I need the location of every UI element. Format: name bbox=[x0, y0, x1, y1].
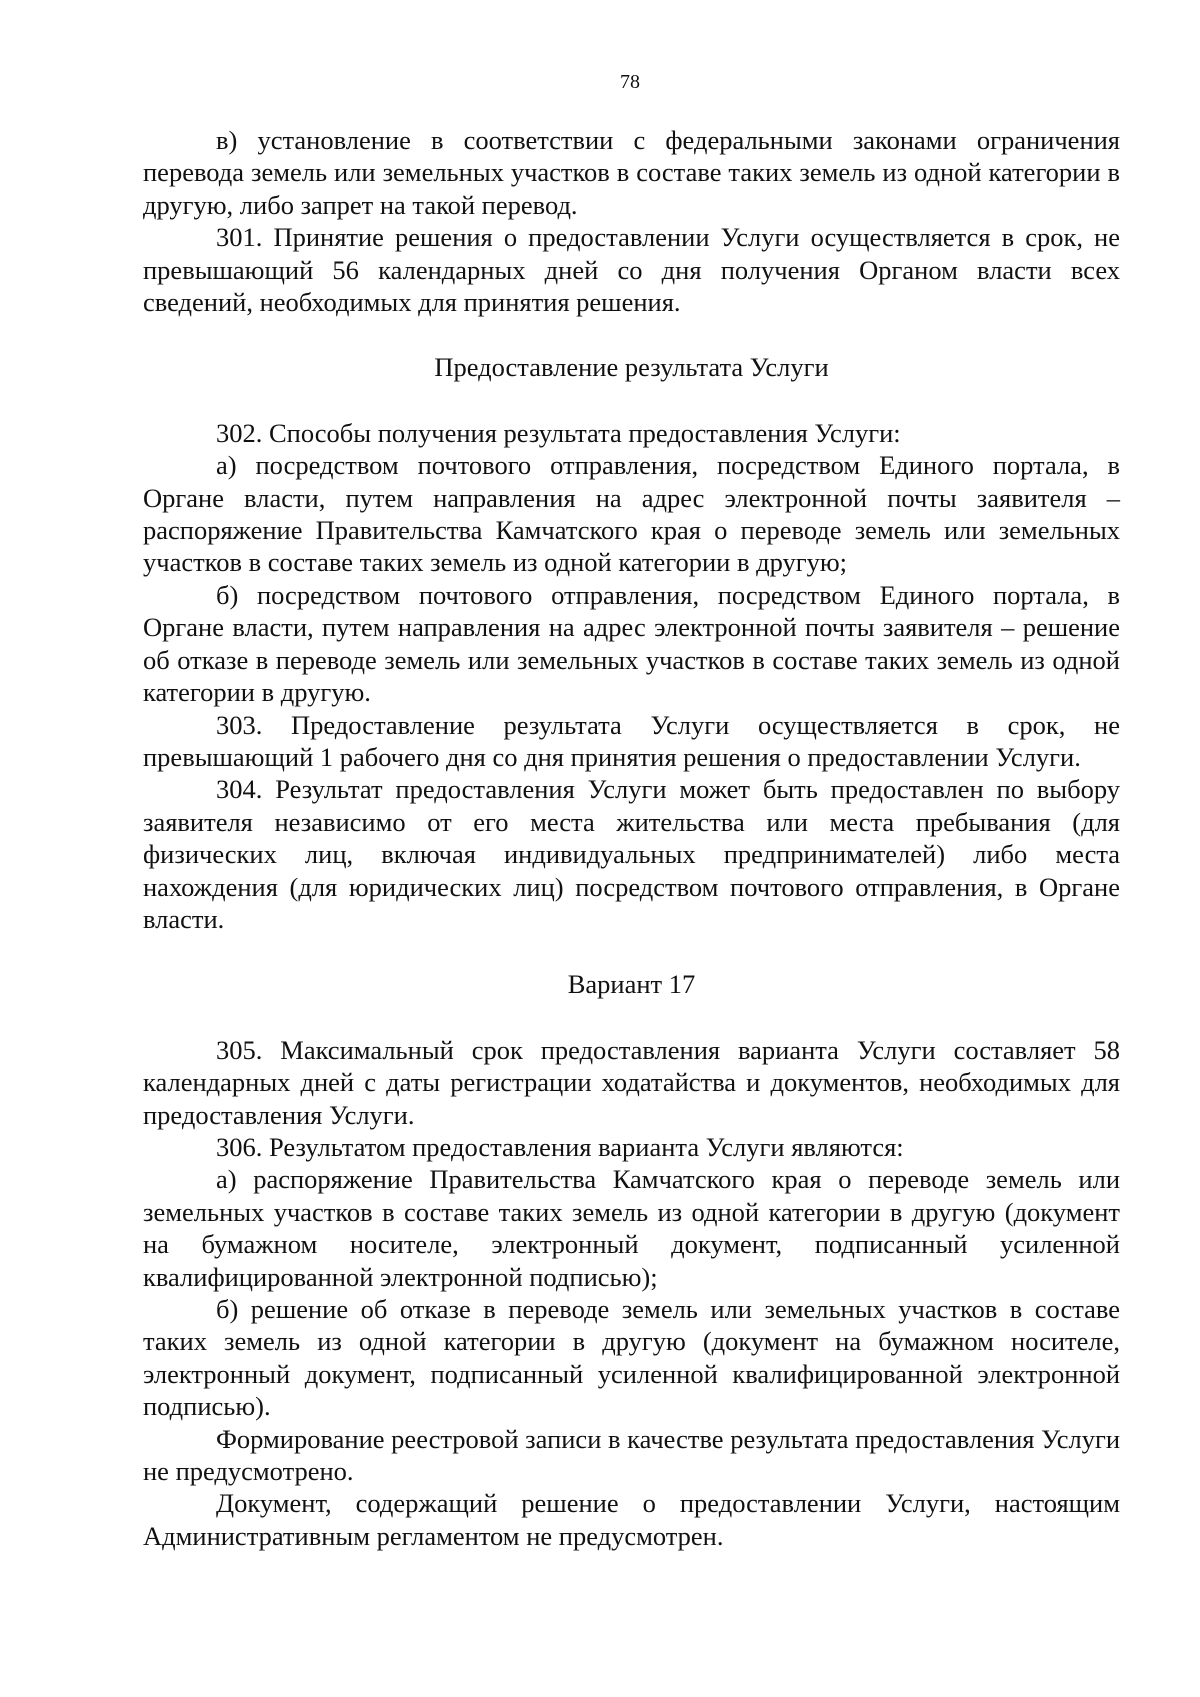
paragraph-registry-record: Формирование реестровой записи в качестве результата предоставления Услуги не предусмотрено. bbox=[143, 1423, 1120, 1487]
paragraph-302: 302. Способы получения результата предоставления Услуги: bbox=[216, 417, 901, 448]
paragraph-302-b: б) посредством почтового отправления, посредством Единого портала, в Органе власти, путем направления на адрес электронной почты заявителя – решение об отказе в переводе земель или земельных участков в составе таких земель из одной категории в другую. bbox=[143, 579, 1120, 708]
section-heading-variant-17: Вариант 17 bbox=[567, 969, 696, 1000]
paragraph-306-b: б) решение об отказе в переводе земель или земельных участков в составе таких земель из одной категории в другую (документ на бумажном носителе, электронный документ, подписанный усиленной квалифицированной электронной подписью). bbox=[143, 1294, 1120, 1422]
document-body bbox=[143, 124, 1120, 1552]
paragraph-306: 306. Результатом предоставления варианта Услуги являются: bbox=[216, 1131, 904, 1162]
paragraph-305: 305. Максимальный срок предоставления варианта Услуги составляет 58 календарных дней с даты регистрации ходатайства и документов, необходимых для предоставления Услуги. bbox=[143, 1034, 1120, 1130]
paragraph-decision-document: Документ, содержащий решение о предоставлении Услуги, настоящим Административным регламентом не предусмотрен. bbox=[143, 1488, 1120, 1551]
section-heading-result: Предоставление результата Услуги bbox=[434, 352, 829, 383]
paragraph-v-clause: в) установление в соответствии с федеральными законами ограничения перевода земель или земельных участков в составе таких земель из одной категории в другую, либо запрет на такой перевод. bbox=[143, 125, 1120, 220]
paragraph-306-a: а) распоряжение Правительства Камчатского края о переводе земель или земельных участков в составе таких земель из одной категории в другую (документ на бумажном носителе, электронный документ, подписанный усиленной квалифицированной электронной подписью); bbox=[143, 1164, 1120, 1292]
page-number: 78 bbox=[620, 71, 640, 93]
paragraph-303: 303. Предоставление результата Услуги осуществляется в срок, не превышающий 1 рабочего дня со дня принятия решения о предоставлении Услуги. bbox=[143, 709, 1120, 772]
paragraph-302-a: а) посредством почтового отправления, посредством Единого портала, в Органе власти, путем направления на адрес электронной почты заявителя – распоряжение Правительства Камчатского края о переводе земель или земельных участков в составе таких земель из одной категории в другую; bbox=[143, 450, 1120, 578]
paragraph-301: 301. Принятие решения о предоставлении Услуги осуществляется в срок, не превышающий 56 календарных дней со дня получения Органом власти всех сведений, необходимых для принятия решения. bbox=[143, 222, 1120, 318]
paragraph-304: 304. Результат предоставления Услуги может быть предоставлен по выбору заявителя независимо от его места жительства или места пребывания (для физических лиц, включая индивидуальных предпринимателей) либо места нахождения (для юридических лиц) посредством почтового отправления, в Органе власти. bbox=[143, 774, 1120, 934]
